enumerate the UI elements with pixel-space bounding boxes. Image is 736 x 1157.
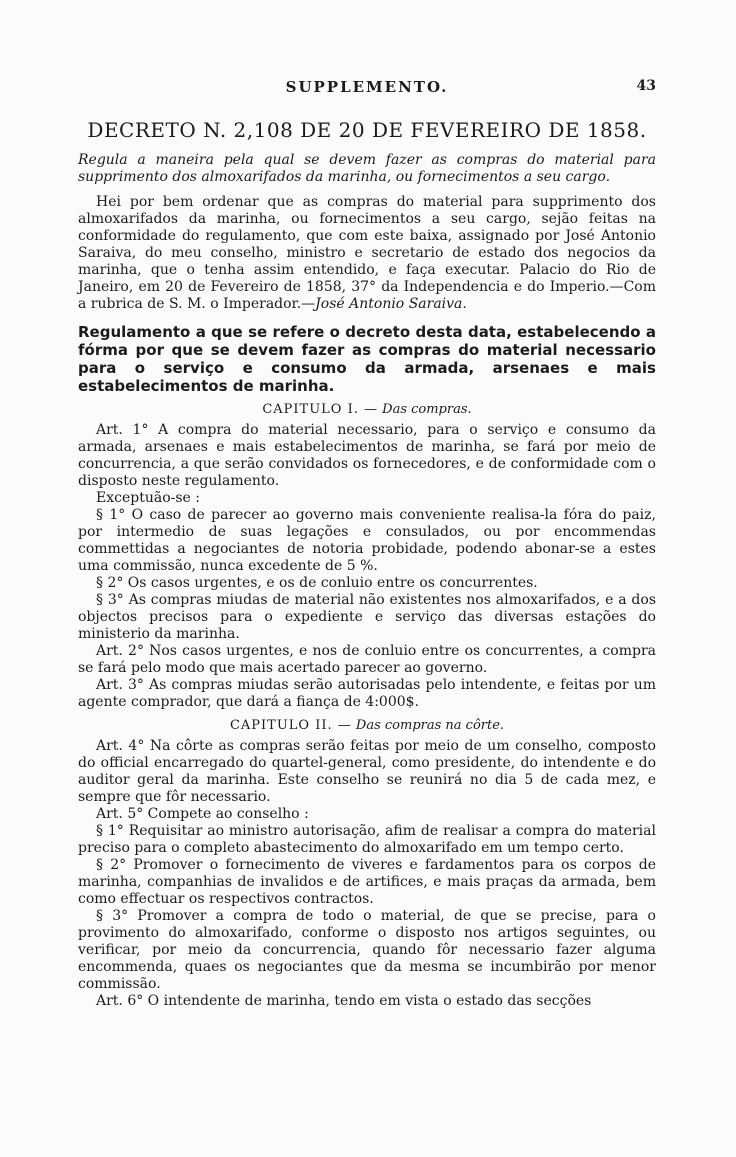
article-paragraph: § 2° Promover o fornecimento de viveres e fardamentos para os corpos de marinha, companhias de invalidos e de artifices, e mais praças da armada, bem como effectuar os respectivos contractos.: [78, 857, 656, 907]
article-paragraph: Art. 3° As compras miudas serão autorisadas pelo intendente, e feitas por um agente comprador, que dará a fiança de 4:000$.: [78, 677, 656, 710]
regulation-title: Regulamento a que se refere o decreto desta data, estabelecendo a fórma por que se devem fazer as compras do material necessario para o serviço e consumo da armada, arsenaes e mais estabelecimentos de marinha.: [78, 323, 656, 395]
article-paragraph: § 1° Requisitar ao ministro autorisação, afim de realisar a compra do material preciso para o completo abastecimento do almoxarifado em um tempo certo.: [78, 823, 656, 856]
decree-summary: Regula a maneira pela qual se devem fazer as compras do material para supprimento dos almoxarifados da marinha, ou fornecimentos a seu cargo.: [78, 152, 656, 185]
article-paragraph: § 3° Promover a compra de todo o material, de que se precise, para o provimento do almoxarifado, conforme o disposto nos artigos seguintes, ou verificar, por meio da concurrencia, quando fôr necessario fazer alguma encommenda, quaes os negociantes que da mesma se incumbirão por menor commissão.: [78, 908, 656, 992]
decree-body: [78, 194, 656, 313]
article-paragraph: Art. 1° A compra do material necessario, para o serviço e consumo da armada, arsenaes e mais estabelecimentos de marinha, se fará por meio de concurrencia, a que serão convidados os fornecedores, e de conformidade com o disposto neste regulamento.: [78, 422, 656, 489]
article-paragraph: Art. 6° O intendente de marinha, tendo em vista o estado das secções: [96, 993, 592, 1009]
chapter-2-heading: [78, 717, 656, 734]
chapter-2-label: CAPITULO II. —: [229, 718, 352, 733]
running-title: SUPPLEMENTO.: [285, 78, 449, 96]
article-paragraph: Exceptuão-se :: [96, 490, 200, 506]
document-page: [78, 78, 656, 1010]
decree-signature: José Antonio Saraiva.: [315, 296, 467, 312]
running-header: [78, 78, 656, 100]
chapter-1-label: CAPITULO I. —: [262, 402, 378, 417]
chapter-2-subtitle: Das compras na côrte.: [355, 718, 505, 733]
page-number: 43: [636, 78, 656, 94]
article-paragraph: § 2° Os casos urgentes, e os de conluio entre os concurrentes.: [96, 575, 538, 591]
article-paragraph: § 3° As compras miudas de material não existentes nos almoxarifados, e a dos objectos precisos para o expediente e serviço das diversas estações do ministerio da marinha.: [78, 592, 656, 642]
article-paragraph: Art. 2° Nos casos urgentes, e nos de conluio entre os concurrentes, a compra se fará pelo modo que mais acertado parecer ao governo.: [78, 643, 656, 676]
article-paragraph: § 1° O caso de parecer ao governo mais conveniente realisa-la fóra do paiz, por intermedio de suas legações e consulados, ou por encommendas commettidas a negociantes de notoria probidade, podendo abonar-se a estes uma commissão, nunca excedente de 5 %.: [78, 507, 656, 574]
article-paragraph: Art. 4° Na côrte as compras serão feitas por meio de um conselho, composto do official encarregado do quartel-general, como presidente, do intendente e do auditor geral da marinha. Este conselho se reunirá no dia 5 de cada mez, e sempre que fôr necessario.: [78, 738, 656, 805]
article-paragraph: Art. 5° Compete ao conselho :: [96, 806, 309, 822]
decree-title: DECRETO N. 2,108 DE 20 DE FEVEREIRO DE 1858.: [87, 118, 647, 142]
decree-body-text: Hei por bem ordenar que as compras do material para supprimento dos almoxarifados da marinha, ou fornecimentos a seu cargo, sejão feitas na conformidade do regulamento, que com este baixa, assignado por José Antonio Saraiva, do meu conselho, ministro e secretario de estado dos negocios da marinha, que o tenha assim entendido, e faça executar. Palacio do Rio de Janeiro, em 20 de Fevereiro de 1858, 37° da Independencia e do Imperio.—Com a rubrica de S. M. o Imperador.—: [78, 194, 656, 312]
chapter-1-subtitle: Das compras.: [382, 402, 472, 417]
chapter-1-heading: [78, 401, 656, 418]
